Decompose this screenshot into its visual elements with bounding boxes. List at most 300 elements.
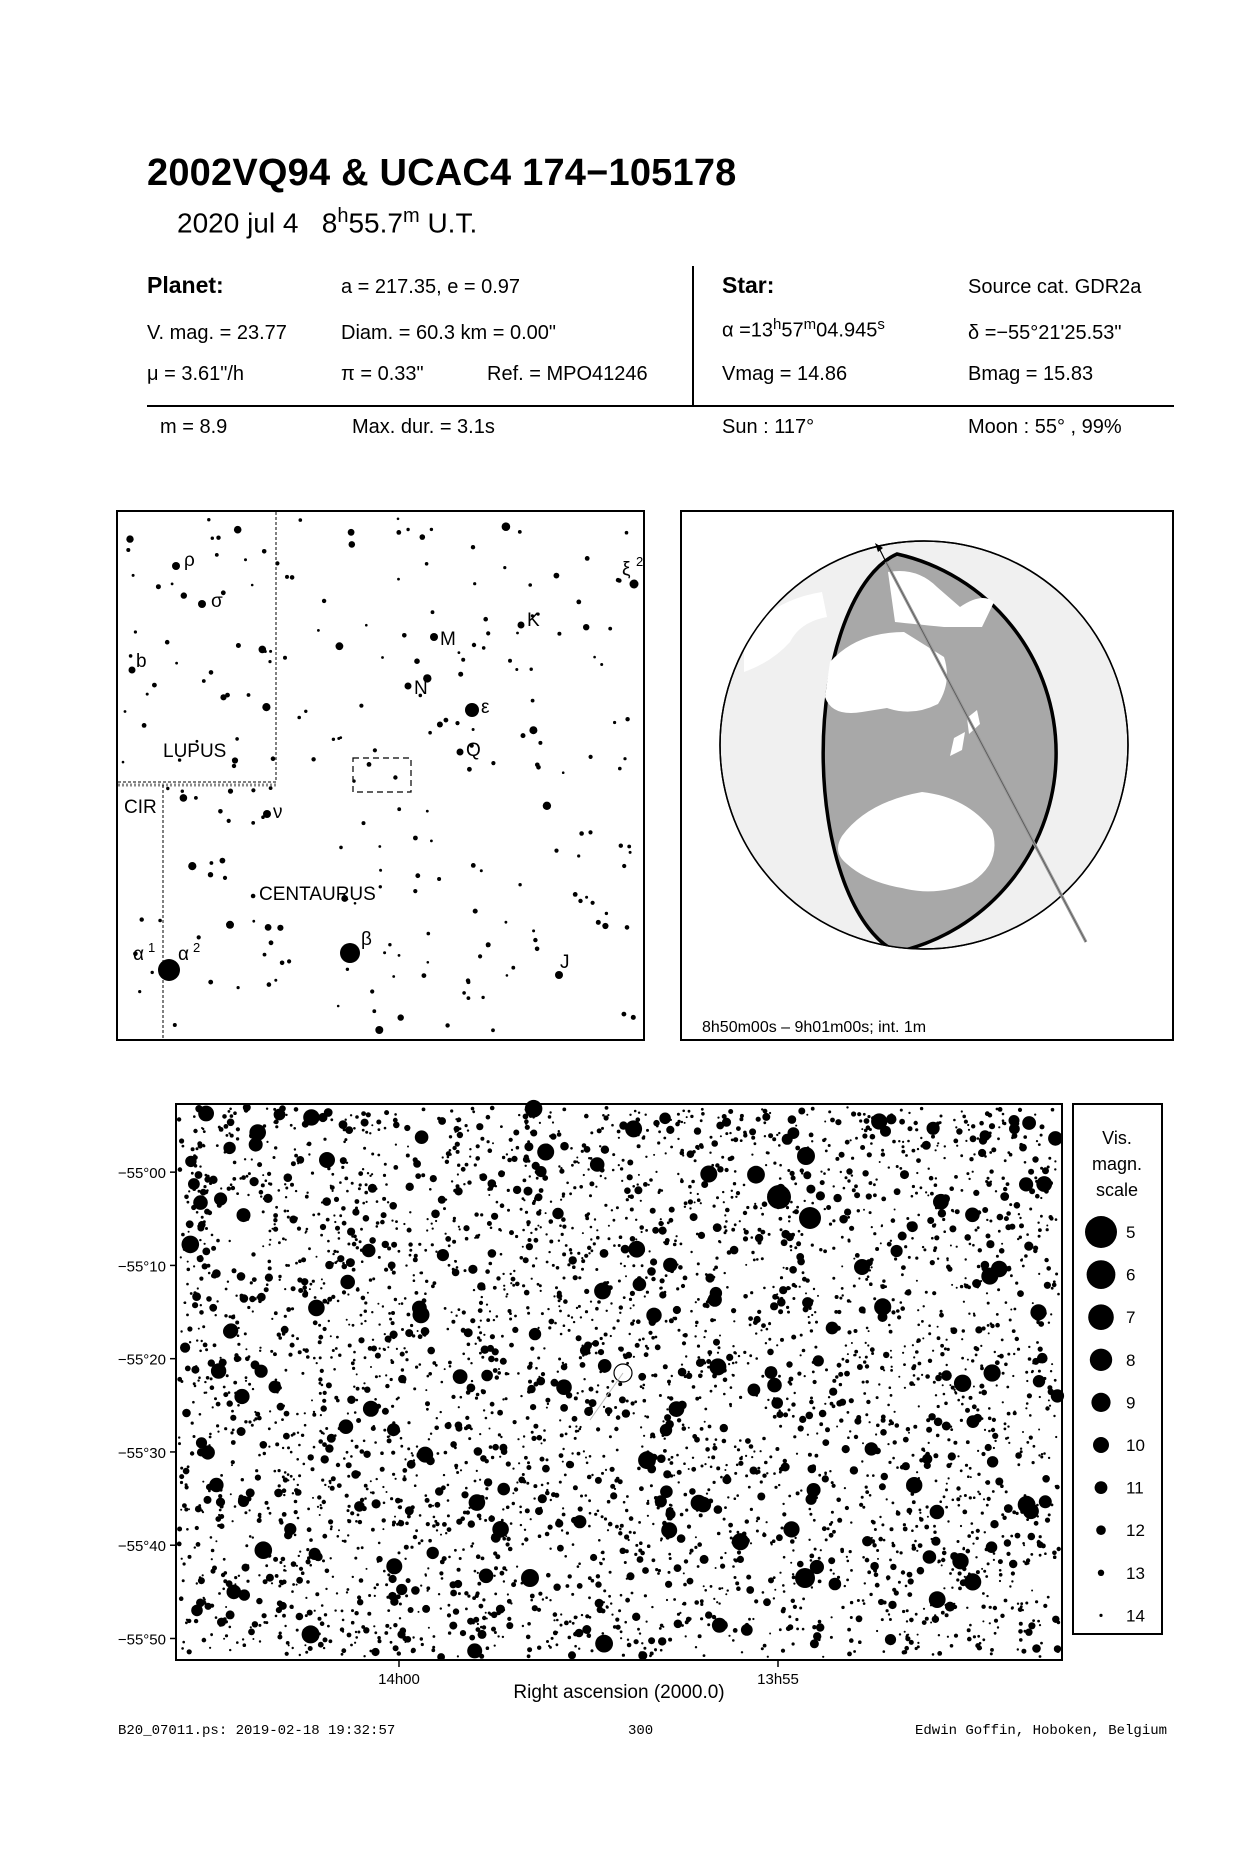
field-star [246,1496,251,1501]
field-star [881,1473,888,1480]
field-star [680,1513,684,1517]
field-star [264,1287,269,1292]
field-star [371,1311,373,1313]
finder-star [458,672,463,677]
field-star [958,1587,962,1591]
field-star [904,1345,906,1347]
field-star [673,1598,676,1601]
field-star [567,1461,574,1468]
field-star [1055,1273,1058,1276]
field-star [576,1307,578,1309]
field-star [518,1477,525,1484]
field-star [943,1393,946,1396]
field-star [485,1487,488,1490]
field-star [459,1228,461,1230]
field-star [765,1164,767,1166]
field-star [526,1416,530,1420]
field-star [975,1326,982,1333]
field-star [627,1643,632,1648]
field-star [911,1366,916,1371]
field-star [340,1275,355,1290]
field-star [998,1107,1003,1112]
field-star [633,1278,647,1292]
field-star [452,1146,456,1150]
field-star [620,1524,624,1528]
field-star [274,1311,278,1315]
field-star [437,1452,440,1455]
field-star [908,1432,910,1434]
field-star [1048,1399,1050,1401]
field-star [367,1292,369,1294]
field-star [418,1611,420,1613]
field-star [589,1455,592,1458]
field-star [188,1190,190,1192]
field-star [749,1324,752,1327]
field-star [724,1552,726,1554]
field-star [930,1260,935,1265]
field-star [678,1265,683,1270]
field-star [663,1241,665,1243]
field-star [923,1305,925,1307]
field-star [268,1260,272,1264]
field-star [804,1375,806,1377]
planet-label: Planet: [147,272,224,298]
field-star [619,1235,623,1239]
field-star [362,1244,376,1258]
field-star [669,1207,675,1213]
field-star [1018,1629,1023,1634]
field-star [732,1345,734,1347]
field-star [1033,1375,1045,1387]
field-star [385,1374,387,1376]
field-star [219,1509,222,1512]
field-star [383,1174,386,1177]
finder-star [538,741,542,745]
field-star [326,1218,330,1222]
field-star [1034,1114,1036,1116]
finder-star [379,869,382,872]
field-star [899,1633,901,1635]
field-star [632,1185,635,1188]
field-star [849,1550,852,1553]
field-star [385,1384,389,1388]
field-star [955,1209,960,1214]
field-star [494,1645,496,1647]
field-star [426,1456,435,1465]
field-star [713,1339,720,1346]
field-star [663,1137,666,1140]
field-star [278,1189,281,1192]
field-star [500,1253,503,1256]
field-star [285,1239,287,1241]
field-star [892,1298,895,1301]
field-star [902,1352,904,1354]
field-star [942,1218,945,1221]
field-star [430,1433,432,1435]
field-star [932,1653,935,1656]
field-star [904,1631,906,1633]
field-star [756,1520,758,1522]
field-star [769,1112,771,1114]
field-star [678,1368,687,1377]
field-star [977,1137,980,1140]
field-star [723,1518,726,1521]
field-star [540,1507,542,1509]
field-star [535,1257,537,1259]
field-star [326,1382,332,1388]
field-star [319,1382,322,1385]
field-star [757,1310,761,1314]
field-star [431,1284,435,1288]
field-star [364,1310,367,1313]
field-star [355,1445,359,1449]
field-star [629,1531,632,1534]
field-star [781,1527,784,1530]
field-star [585,1310,588,1313]
field-star [862,1506,865,1509]
field-star [341,1166,344,1169]
field-star [445,1199,447,1201]
field-star [608,1225,610,1227]
field-star [881,1225,883,1227]
field-star [792,1576,796,1580]
field-star [477,1582,481,1586]
field-star [184,1195,189,1200]
field-star [707,1488,710,1491]
field-star [229,1108,232,1111]
field-star [996,1255,999,1258]
field-star [863,1113,866,1116]
field-star [517,1438,519,1440]
field-star [645,1229,648,1232]
field-star [366,1112,371,1117]
field-star [927,1516,929,1518]
field-star [547,1482,550,1485]
field-star [363,1627,369,1633]
field-star [802,1349,806,1353]
field-star [835,1119,841,1125]
field-star [348,1324,350,1326]
field-star [570,1252,573,1255]
field-star [255,1548,260,1553]
field-star [405,1264,407,1266]
field-star [487,1221,492,1226]
field-star [1032,1156,1038,1162]
field-star [915,1613,918,1616]
field-star [750,1542,752,1544]
field-star [516,1146,520,1150]
field-star [876,1396,879,1399]
field-star [475,1397,478,1400]
field-star [712,1615,716,1619]
field-star [717,1117,719,1119]
field-star [600,1562,603,1565]
field-star [898,1581,901,1584]
field-star [880,1366,884,1370]
field-star [306,1355,310,1359]
field-star [409,1254,412,1257]
field-star [263,1621,266,1624]
finder-star [336,642,344,650]
field-star [646,1416,649,1419]
field-star [637,1467,641,1471]
field-star [432,1524,436,1528]
field-star [773,1162,776,1165]
field-star [181,1558,183,1560]
field-star [896,1550,899,1553]
field-star [604,1177,606,1179]
field-star [468,1437,471,1440]
field-star [375,1353,381,1359]
finder-star [317,629,320,632]
field-star [906,1427,910,1431]
field-star [231,1464,233,1466]
field-star [612,1327,615,1330]
field-star [781,1609,786,1614]
field-star [576,1157,578,1159]
field-star [537,1646,541,1650]
legend-title-3: scale [1095,1180,1139,1200]
field-star [223,1617,227,1621]
field-star [451,1311,453,1313]
field-star [822,1656,824,1658]
field-star [354,1557,357,1560]
field-star [584,1289,589,1294]
field-star [708,1456,710,1458]
field-star [558,1240,560,1242]
finder-star [202,679,206,683]
field-star [824,1138,827,1141]
field-star [591,1474,593,1476]
field-star [569,1425,572,1428]
field-star [548,1326,551,1329]
field-star [415,1291,419,1295]
field-star [909,1618,914,1623]
field-star [347,1396,355,1404]
field-star [985,1444,992,1451]
bright-field-star [854,1259,870,1275]
field-star [710,1136,713,1139]
field-star [642,1338,645,1341]
field-star [275,1125,278,1128]
field-star [234,1576,237,1579]
field-star [823,1172,826,1175]
field-star [371,1346,377,1352]
field-star [318,1324,321,1327]
field-star [284,1288,286,1290]
field-star [412,1588,417,1593]
field-star [558,1130,560,1132]
field-star [546,1458,549,1461]
field-star [802,1628,805,1631]
field-star [624,1187,631,1194]
finder-star [458,651,461,654]
field-star [438,1593,440,1595]
field-star [1035,1600,1038,1603]
field-star [448,1604,451,1607]
field-star [1005,1490,1008,1493]
field-star [356,1399,359,1402]
field-star [581,1259,585,1263]
field-star [521,1543,524,1546]
finder-star [444,718,449,723]
field-star [284,1625,286,1627]
field-star [634,1553,637,1556]
finder-star [311,757,315,761]
field-star [442,1556,447,1561]
finder-star [348,529,355,536]
field-star [694,1127,701,1134]
field-star [797,1561,804,1568]
field-star [345,1126,353,1134]
field-star [841,1236,844,1239]
field-star [428,1627,430,1629]
field-star [558,1305,560,1307]
field-star [796,1253,804,1261]
finder-star [392,975,395,978]
event-date: 2020 jul 4 [177,207,299,239]
field-star [881,1431,883,1433]
field-star [771,1379,775,1383]
field-star [922,1620,927,1625]
field-star [318,1439,323,1444]
finder-star [516,632,519,635]
field-star [700,1145,704,1149]
finder-star [247,693,251,697]
field-star [969,1243,972,1246]
field-star [886,1498,888,1500]
field-star [978,1149,986,1157]
field-star [839,1383,842,1386]
field-star [834,1310,838,1314]
field-star [735,1581,739,1585]
field-star [842,1445,850,1453]
field-star [846,1579,849,1582]
field-star [969,1396,973,1400]
field-star [234,1389,249,1404]
field-star [1039,1554,1042,1557]
field-star [969,1467,972,1470]
field-star [817,1295,819,1297]
field-star [395,1220,398,1223]
field-star [537,1283,540,1286]
field-star [400,1445,403,1448]
field-star [912,1546,917,1551]
field-star [825,1150,828,1153]
field-star [395,1478,397,1480]
finder-field-stars [122,518,636,1035]
field-star [816,1432,818,1434]
field-star [852,1188,856,1192]
field-star [560,1333,563,1336]
field-star [1045,1406,1049,1410]
field-star [1024,1161,1027,1164]
field-star [554,1322,557,1325]
field-star [851,1342,853,1344]
field-star [635,1219,637,1221]
field-star [988,1407,991,1410]
field-star [233,1111,237,1115]
field-star [236,1127,240,1131]
field-star [361,1119,369,1127]
finder-star [126,535,133,542]
finder-star [430,840,433,843]
field-star [215,1616,218,1619]
field-star [423,1334,426,1337]
field-star [447,1527,452,1532]
field-star [420,1585,422,1587]
field-star [770,1302,778,1310]
footer-file-info: B20_07011.ps: 2019-02-18 19:32:57 [118,1723,396,1739]
field-star [292,1647,294,1649]
field-star [427,1547,439,1559]
finder-star [208,872,213,877]
field-star [224,1124,229,1129]
field-star [830,1521,833,1524]
field-star [1012,1510,1016,1514]
finder-star [406,528,409,531]
field-star [965,1208,980,1223]
star-vmag: Vmag = 14.86 [722,363,848,385]
field-star [737,1448,740,1451]
field-star [643,1647,646,1650]
field-star [385,1624,389,1628]
field-star [186,1283,189,1286]
field-star [245,1348,247,1350]
field-star [375,1187,378,1190]
field-star [1002,1177,1005,1180]
field-star [677,1113,680,1116]
finder-star [602,923,608,929]
field-star [601,1472,604,1475]
field-star [291,1307,294,1310]
field-star [489,1310,491,1312]
field-star [484,1478,492,1486]
finder-star [267,982,272,987]
field-star [853,1285,856,1288]
field-star [1055,1436,1057,1438]
field-star [795,1618,798,1621]
field-star [651,1374,654,1377]
field-star [464,1328,473,1337]
field-star [373,1425,376,1428]
field-star [228,1391,231,1394]
field-star [956,1246,958,1248]
field-star [800,1354,802,1356]
field-star [980,1345,982,1347]
field-star [615,1618,619,1622]
field-star [275,1442,279,1446]
field-star [685,1509,688,1512]
field-star [1049,1181,1053,1185]
field-star [452,1240,456,1244]
field-star [825,1538,828,1541]
field-star [456,1519,462,1525]
field-star [180,1467,183,1470]
field-star [949,1455,951,1457]
field-star [1040,1197,1042,1199]
field-star [850,1466,858,1474]
field-star [1033,1249,1037,1253]
field-star [562,1507,564,1509]
field-star [496,1201,499,1204]
field-star [627,1639,629,1641]
field-star [1002,1535,1005,1538]
finder-star [505,921,508,924]
field-star [330,1486,335,1491]
field-star [320,1507,323,1510]
field-star [497,1635,499,1637]
